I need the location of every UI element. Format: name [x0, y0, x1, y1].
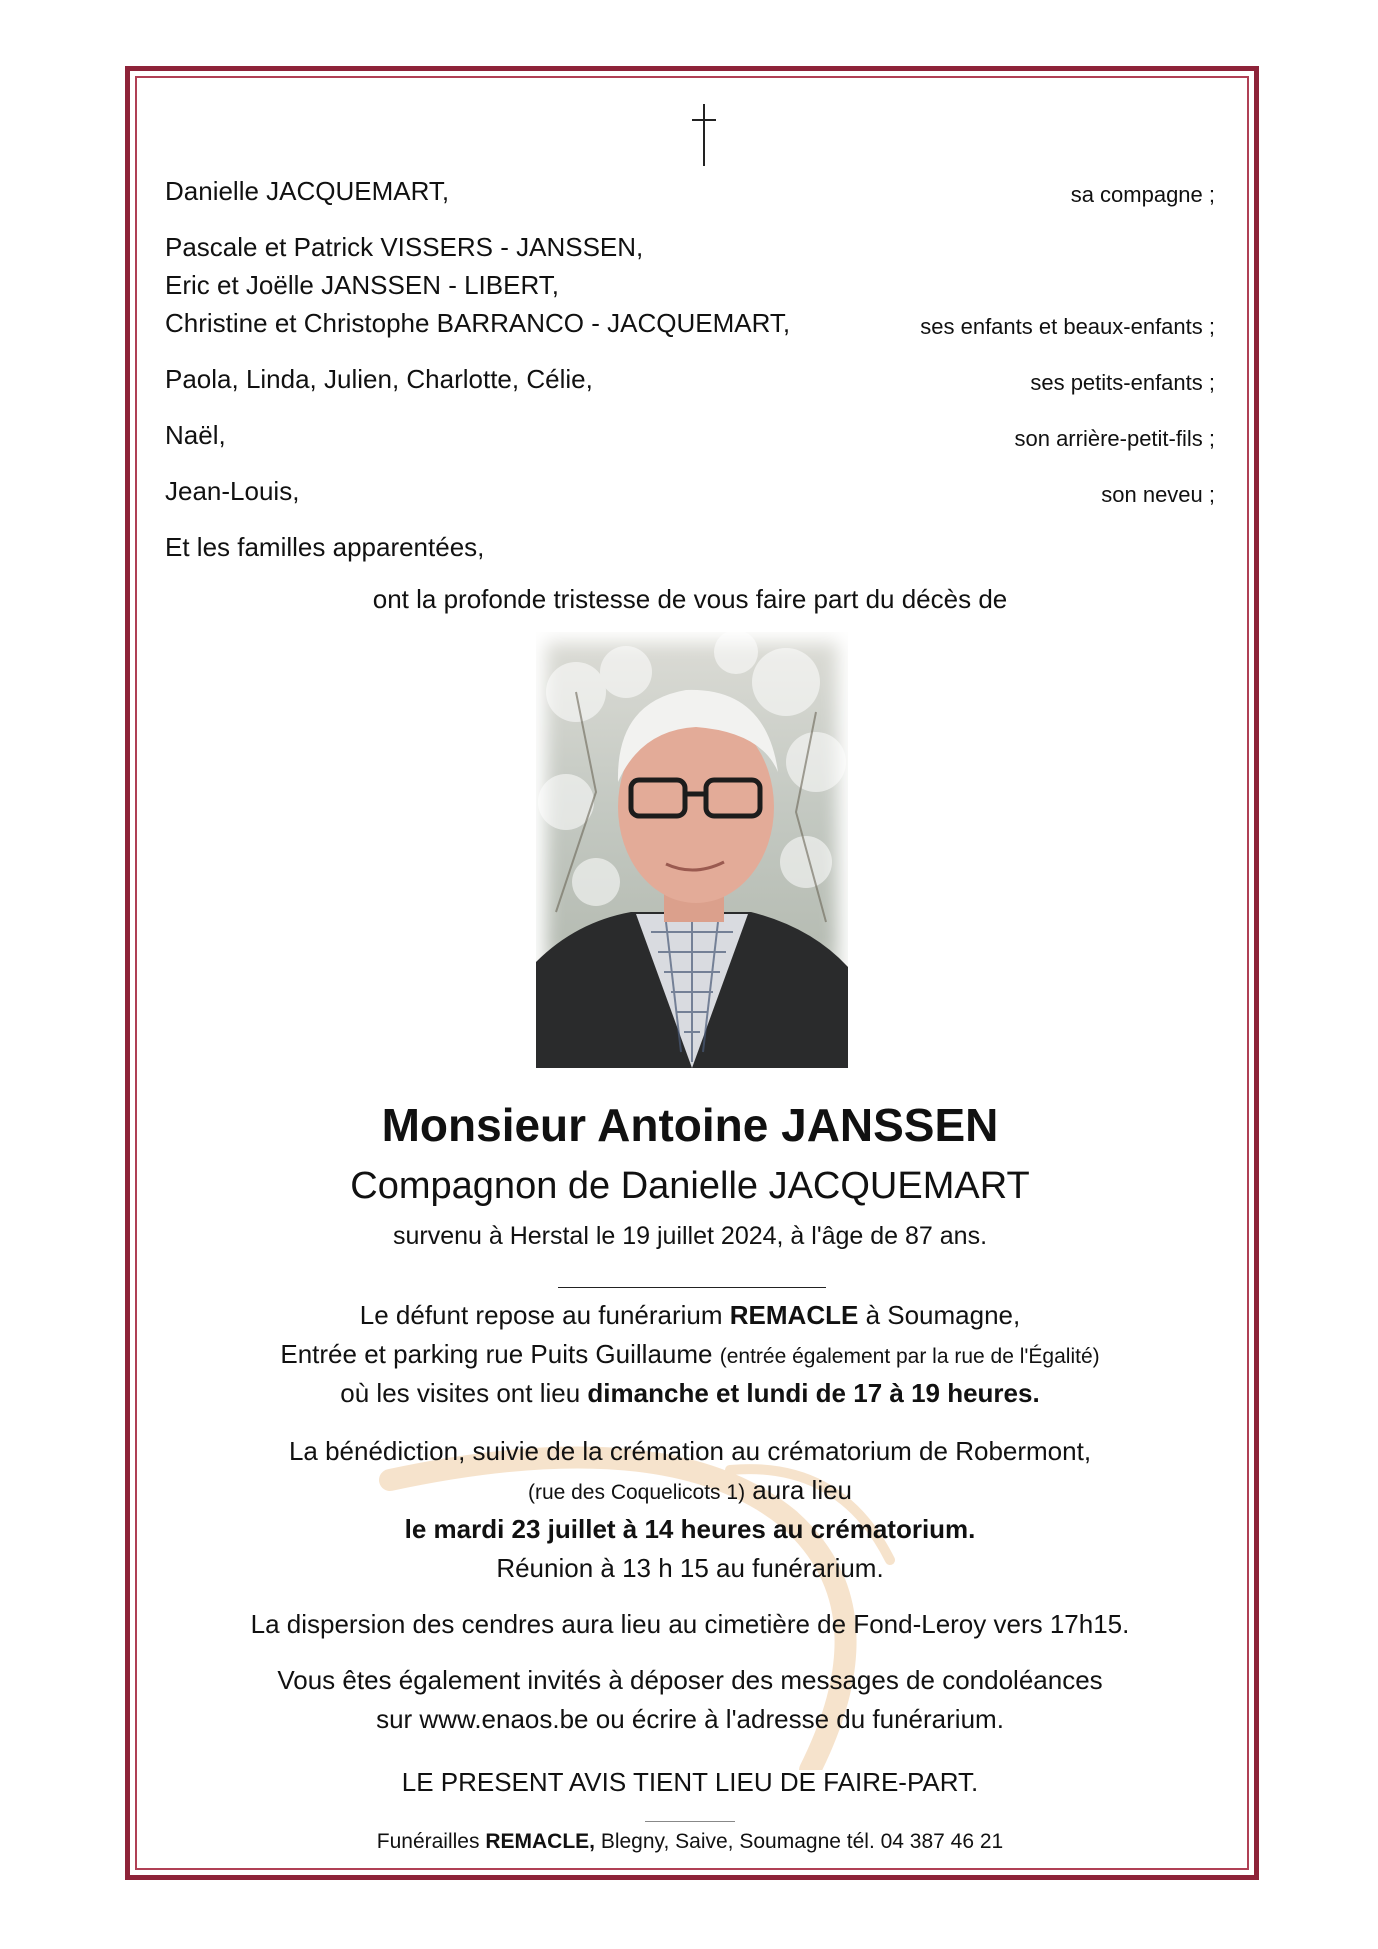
intro-text: ont la profonde tristesse de vous faire part du décès de — [372, 584, 1008, 614]
family-name: Jean-Louis, — [165, 476, 300, 506]
ceremony-line-1: La bénédiction, suivie de la crémation au crématorium de Robermont, — [288, 1436, 1092, 1466]
deceased-photo — [536, 632, 848, 1068]
footer-separator — [645, 1821, 735, 1822]
deceased-date-line: survenu à Herstal le 19 juillet 2024, à l'âge de 87 ans. — [392, 1222, 988, 1250]
family-relation: ses petits-enfants ; — [1030, 370, 1215, 395]
family-name: Danielle JACQUEMART, — [165, 176, 450, 206]
family-relation: son arrière-petit-fils ; — [1014, 426, 1215, 451]
family-name: Eric et Joëlle JANSSEN - LIBERT, — [165, 270, 559, 300]
notice-text: LE PRESENT AVIS TIENT LIEU DE FAIRE-PART. — [401, 1767, 979, 1797]
family-name: Paola, Linda, Julien, Charlotte, Célie, — [165, 364, 593, 394]
funeral-home-name: REMACLE — [729, 1300, 859, 1330]
family-relation: son neveu ; — [1101, 482, 1215, 507]
ceremony-line-2 — [140, 1475, 1240, 1506]
visitation-text: où les visites ont lieu — [340, 1378, 588, 1408]
visitation-note: (entrée également par la rue de l'Égalité) — [719, 1345, 1100, 1368]
footer-text: Funérailles — [376, 1830, 486, 1853]
visitation-hours: dimanche et lundi de 17 à 19 heures. — [587, 1378, 1040, 1408]
visitation-text: Entrée et parking rue Puits Guillaume — [280, 1339, 720, 1369]
visitation-line-2 — [140, 1339, 1240, 1370]
family-relation: sa compagne ; — [1070, 182, 1215, 207]
visitation-text: à Soumagne, — [858, 1300, 1021, 1330]
family-name: Naël, — [165, 420, 226, 450]
ceremony-text: aura lieu — [745, 1475, 853, 1505]
family-relation: ses enfants et beaux-enfants ; — [920, 314, 1215, 339]
footer — [140, 1830, 1240, 1854]
visitation-text: Le défunt repose au funérarium — [359, 1300, 730, 1330]
ceremony-datetime: le mardi 23 juillet à 14 heures au crématorium. — [404, 1514, 976, 1544]
condolences-line-2: sur www.enaos.be ou écrire à l'adresse du funérarium. — [376, 1704, 1004, 1734]
family-name: Pascale et Patrick VISSERS - JANSSEN, — [165, 232, 644, 262]
footer-brand: REMACLE, — [485, 1830, 595, 1853]
family-name: Christine et Christophe BARRANCO - JACQUEMART, — [165, 308, 791, 338]
footer-contact: Blegny, Saive, Soumagne tél. 04 387 46 21 — [595, 1830, 1004, 1853]
separator-line — [558, 1287, 826, 1288]
visitation-line-1 — [140, 1300, 1240, 1331]
ceremony-line-4: Réunion à 13 h 15 au funérarium. — [496, 1553, 884, 1583]
deceased-name: Monsieur Antoine JANSSEN — [381, 1099, 999, 1151]
visitation-line-3 — [140, 1378, 1240, 1409]
family-name: Et les familles apparentées, — [165, 532, 485, 562]
deceased-subtitle: Compagnon de Danielle JACQUEMART — [350, 1165, 1030, 1207]
cross-icon — [684, 104, 724, 166]
dispersion-text: La dispersion des cendres aura lieu au cimetière de Fond-Leroy vers 17h15. — [250, 1609, 1130, 1639]
ceremony-address: (rue des Coquelicots 1) — [527, 1481, 746, 1504]
condolences-line-1: Vous êtes également invités à déposer des messages de condoléances — [277, 1665, 1103, 1695]
ceremony-line-3 — [140, 1514, 1240, 1545]
